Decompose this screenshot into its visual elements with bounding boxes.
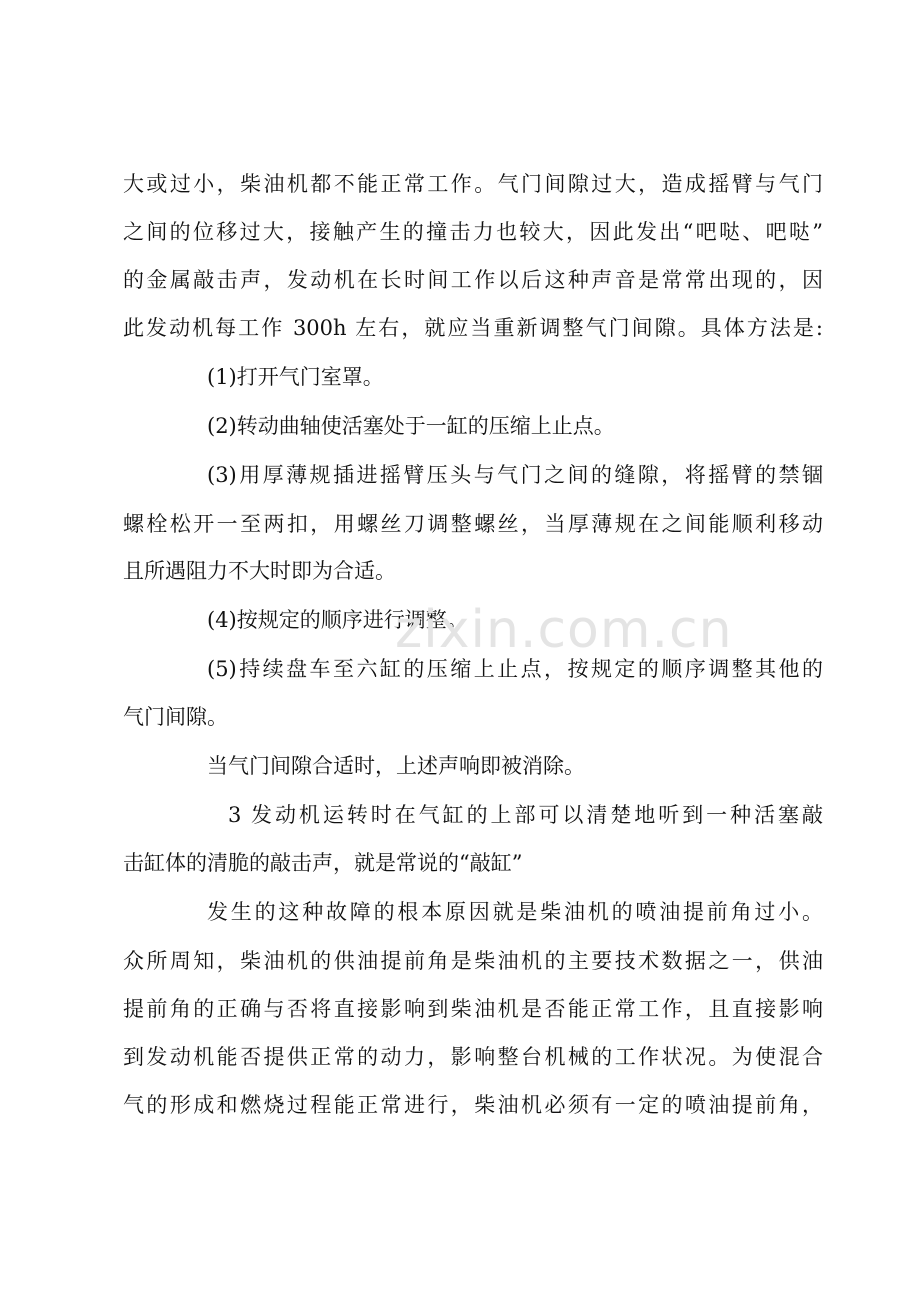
text-line: 大或过小，柴油机都不能正常工作。气门间隙过大，造成摇臂与气门 bbox=[123, 172, 823, 196]
list-item-5: (5)持续盘车至六缸的压缩上止点，按规定的顺序调整其他的 bbox=[207, 657, 823, 681]
paragraph-line: 当气门间隙合适时，上述声响即被消除。 bbox=[207, 754, 585, 778]
text-line: 此发动机每工作 300h 左右，就应当重新调整气门间隙。具体方法是: bbox=[123, 316, 823, 340]
text-line: 之间的位移过大，接触产生的撞击力也较大，因此发出“吧哒、吧哒” bbox=[123, 220, 823, 244]
text-line: 到发动机能否提供正常的动力，影响整台机械的工作状况。为使混合 bbox=[123, 1045, 823, 1069]
watermark: zixin.com.cn bbox=[395, 600, 733, 660]
section-heading-cont: 击缸体的清脆的敲击声，就是常说的“敲缸” bbox=[123, 851, 523, 875]
paragraph-line: 发生的这种故障的根本原因就是柴油机的喷油提前角过小。 bbox=[207, 900, 823, 924]
text-line: 螺栓松开一至两扣，用螺丝刀调整螺丝，当厚薄规在之间能顺利移动 bbox=[123, 512, 823, 536]
list-item-1: (1)打开气门室罩。 bbox=[207, 365, 384, 389]
list-item-3: (3)用厚薄规插进摇臂压头与气门之间的缝隙，将摇臂的禁锢 bbox=[207, 463, 823, 487]
text-line: 气的形成和燃烧过程能正常进行，柴油机必须有一定的喷油提前角， bbox=[123, 1093, 823, 1117]
text-line: 且所遇阻力不大时即为合适。 bbox=[123, 559, 396, 583]
text-line: 提前角的正确与否将直接影响到柴油机是否能正常工作，且直接影响 bbox=[123, 997, 823, 1021]
text-line: 的金属敲击声，发动机在长时间工作以后这种声音是常常出现的，因 bbox=[123, 268, 823, 292]
text-line: 气门间隙。 bbox=[123, 705, 228, 729]
list-item-2: (2)转动曲轴使活塞处于一缸的压缩上止点。 bbox=[207, 414, 615, 438]
list-item-4: (4)按规定的顺序进行调整。 bbox=[207, 608, 468, 632]
text-line: 众所周知，柴油机的供油提前角是柴油机的主要技术数据之一，供油 bbox=[123, 949, 823, 973]
section-heading: 3 发动机运转时在气缸的上部可以清楚地听到一种活塞敲 bbox=[228, 803, 823, 827]
